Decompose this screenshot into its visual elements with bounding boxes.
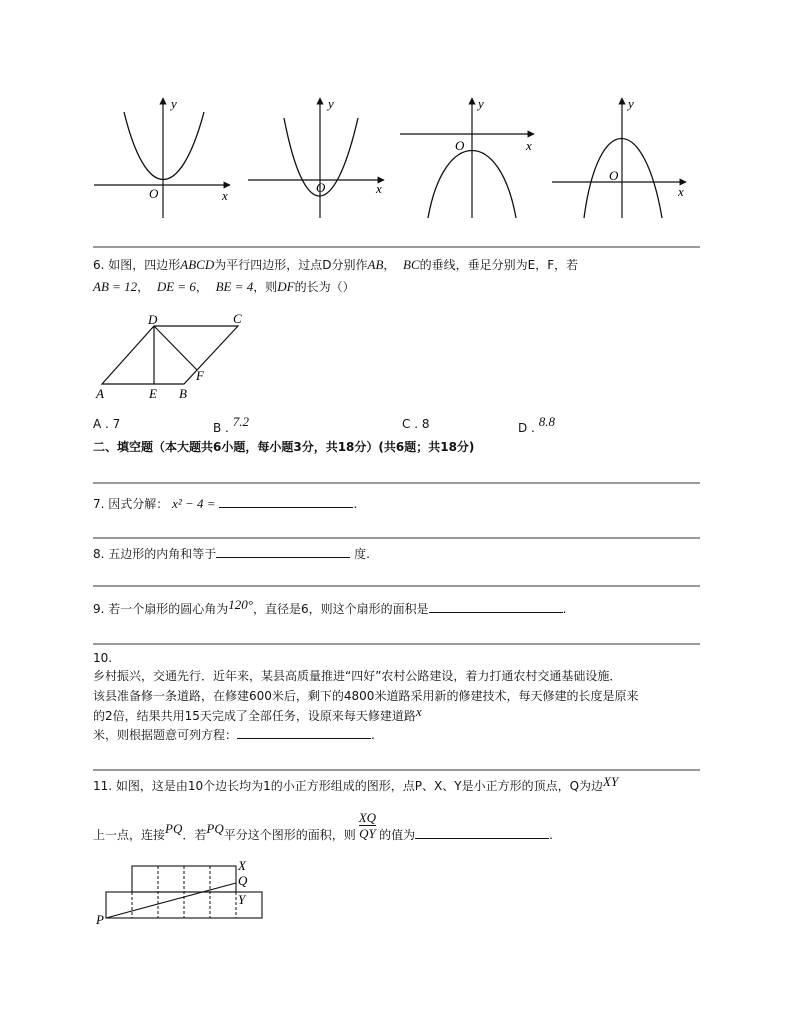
- q6-option-a[interactable]: A . 7: [93, 417, 121, 431]
- q10-line2: 该县准备修一条道路，在修建600米后，剩下的4800米道路采用新的修建技术，每天修建的长度是原来: [93, 689, 639, 703]
- axis-x-label: x: [526, 138, 532, 153]
- q6-option-b[interactable]: B . 7.2: [213, 414, 249, 435]
- divider: [93, 585, 700, 587]
- squares-figure: [92, 858, 268, 928]
- parallelogram-figure: [92, 310, 252, 402]
- q7: 7. 因式分解： x² − 4 = .: [93, 496, 358, 511]
- label-D: D: [148, 312, 158, 327]
- q10-line3: 的2倍，结果共用15天完成了全部任务，设原来每天修建道路x: [93, 704, 422, 723]
- q7-answer-blank[interactable]: [219, 495, 353, 508]
- q11-fraction: $\frac{XQ}{QY}$: [358, 810, 377, 841]
- divider: [93, 643, 700, 645]
- graph-1: [94, 96, 230, 218]
- label-C: C: [233, 311, 242, 326]
- origin-label: O: [316, 180, 326, 195]
- q6-line1: 6. 如图，四边形ABCD为平行四边形，过点D分别作AB， BC的垂线，垂足分别为E，F，若: [93, 257, 579, 272]
- axis-y-label: y: [328, 96, 334, 111]
- divider: [93, 482, 700, 484]
- label-B: B: [179, 386, 187, 401]
- q9-answer-blank[interactable]: [429, 600, 563, 613]
- q10-num: 10.: [93, 651, 113, 665]
- q8-answer-blank[interactable]: [216, 545, 350, 558]
- origin-label: O: [455, 138, 465, 153]
- label-F: F: [196, 368, 204, 383]
- label-A: A: [96, 386, 104, 401]
- divider: [93, 769, 700, 771]
- q6-line2: AB = 12， DE = 6， BE = 4，则DF的长为（）: [93, 279, 355, 294]
- axis-y-label: y: [478, 96, 484, 111]
- q10-line1: 乡村振兴，交通先行．近年来，某县高质量推进“四好”农村公路建设，着力打通农村交通基础设施．: [93, 669, 622, 683]
- section-heading: 二、填空题（本大题共6小题，每小题3分，共18分）(共6题；共18分): [93, 440, 475, 454]
- axis-x-label: x: [376, 181, 382, 196]
- graph-4: [552, 96, 686, 218]
- origin-label: O: [609, 168, 619, 183]
- label-E: E: [149, 386, 157, 401]
- q11-line1: 11. 如图，这是由10个边长均为1的小正方形组成的图形，点P、X、Y是小正方形的顶点，Q为边XY: [93, 774, 619, 793]
- q8: 8. 五边形的内角和等于 度.: [93, 547, 370, 561]
- axis-x-label: x: [678, 184, 684, 199]
- q10-line4: 米，则根据题意可列方程： .: [93, 728, 375, 742]
- label-P: P: [96, 912, 104, 927]
- origin-label: O: [149, 186, 159, 201]
- label-Q: Q: [238, 873, 248, 888]
- parabola-graphs: [88, 92, 708, 228]
- q9: 9. 若一个扇形的圆心角为120°，直径是6，则这个扇形的面积是 .: [93, 597, 567, 616]
- q10-answer-blank[interactable]: [237, 726, 371, 739]
- q6-option-d[interactable]: D . 8.8: [518, 414, 555, 435]
- divider: [93, 246, 700, 248]
- q11-answer-blank[interactable]: [415, 826, 549, 839]
- label-X: X: [238, 858, 246, 873]
- axis-x-label: x: [222, 188, 228, 203]
- graph-2: [248, 96, 384, 218]
- label-Y: Y: [238, 892, 246, 907]
- axis-y-label: y: [171, 96, 177, 111]
- graph-3: [400, 96, 534, 218]
- q11-line2: 上一点，连接PQ．若PQ平分这个图形的面积，则 $\frac{XQ}{QY}$ 的值为 .: [93, 810, 553, 842]
- axis-y-label: y: [628, 96, 634, 111]
- divider: [93, 537, 700, 539]
- q6-option-c[interactable]: C . 8: [402, 417, 430, 431]
